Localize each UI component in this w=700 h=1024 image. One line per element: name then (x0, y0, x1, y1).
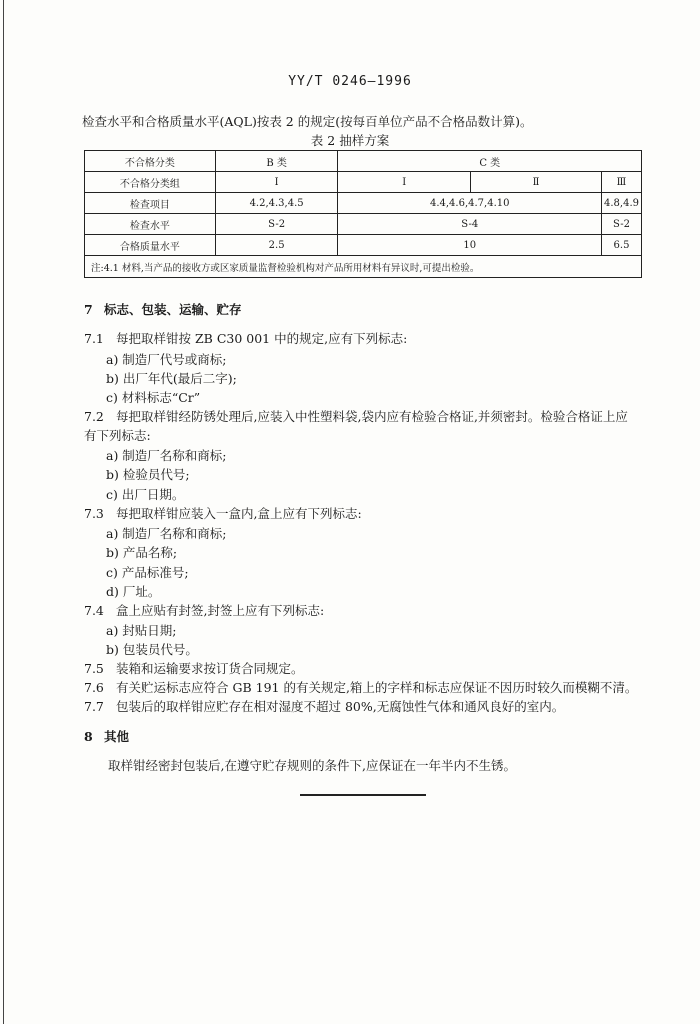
table-cell: Ⅰ (215, 172, 338, 193)
section-7-heading (84, 300, 242, 318)
list-item: a) 封贴日期; (106, 623, 177, 638)
clause-number: 7.3 (84, 506, 104, 521)
table-cell: S-4 (338, 214, 602, 235)
clause-text: 每把取样钳按 ZB C30 001 中的规定,应有下列标志: (116, 331, 408, 346)
list-item: d) 厂址。 (106, 584, 161, 599)
clause-number: 7.2 (84, 409, 104, 424)
table-row (85, 193, 642, 214)
clause-text: 盒上应贴有封签,封签上应有下列标志: (116, 603, 325, 618)
list-item: b) 产品名称; (106, 545, 178, 560)
table-cell: 4.8,4.9 (602, 193, 642, 214)
table-cell: Ⅱ (471, 172, 602, 193)
clause-7-4 (84, 601, 324, 619)
clause-text: 有关贮运标志应符合 GB 191 的有关规定,箱上的字样和标志应保证不因历时较久而模糊不清。 (116, 680, 638, 695)
standard-code-header: YY/T 0246—1996 (288, 74, 412, 89)
row-label: 合格质量水平 (85, 235, 216, 256)
table-cell: 4.4,4.6,4.7,4.10 (338, 193, 602, 214)
other-paragraph: 取样钳经密封包装后,在遵守贮存规则的条件下,应保证在一年半内不生锈。 (108, 758, 516, 773)
table-caption: 表 2 抽样方案 (310, 133, 390, 148)
class-b-header: B 类 (215, 151, 338, 172)
clause-7-2 (84, 407, 628, 425)
list-item: c) 出厂日期。 (106, 487, 185, 502)
list-item: a) 制造厂名称和商标; (106, 526, 227, 541)
row-label: 检查水平 (85, 214, 216, 235)
clause-7-5 (84, 659, 304, 677)
table-cell: Ⅲ (602, 172, 642, 193)
clause-number: 7.4 (84, 603, 104, 618)
table-row (85, 256, 642, 278)
list-item: b) 包装员代号。 (106, 642, 198, 657)
table-cell: 10 (338, 235, 602, 256)
list-item: a) 制造厂名称和商标; (106, 448, 227, 463)
clause-text: 装箱和运输要求按订货合同规定。 (116, 661, 304, 676)
section-title: 其他 (104, 729, 130, 744)
table-cell: 6.5 (602, 235, 642, 256)
list-item: b) 出厂年代(最后二字); (106, 371, 237, 386)
section-number: 7 (84, 302, 93, 317)
list-item: c) 材料标志“Cr” (106, 390, 201, 405)
clause-text: 每把取样钳经防锈处理后,应装入中性塑料袋,袋内应有检验合格证,并须密封。检验合格证上应 (116, 409, 628, 424)
clause-number: 7.7 (84, 699, 104, 714)
clause-7-1 (84, 329, 407, 347)
list-item: c) 产品标准号; (106, 565, 189, 580)
clause-text: 包装后的取样钳应贮存在相对湿度不超过 80%,无腐蚀性气体和通风良好的室内。 (116, 699, 565, 714)
clause-7-6 (84, 678, 637, 696)
table-row (85, 235, 642, 256)
clause-text: 每把取样钳应装入一盒内,盒上应有下列标志: (116, 506, 362, 521)
clause-7-3 (84, 504, 362, 522)
table-row (85, 151, 642, 172)
table-row (85, 172, 642, 193)
table-cell: 4.2,4.3,4.5 (215, 193, 338, 214)
end-rule (300, 794, 426, 796)
clause-number: 7.1 (84, 331, 104, 346)
sampling-plan-table (84, 150, 642, 278)
row-label: 不合格分类 (85, 151, 216, 172)
row-label: 不合格分类组 (85, 172, 216, 193)
class-c-header: C 类 (338, 151, 642, 172)
scan-edge-line (3, 0, 4, 1024)
clause-number: 7.6 (84, 680, 104, 695)
table-cell: S-2 (602, 214, 642, 235)
section-title: 标志、包装、运输、贮存 (104, 302, 242, 317)
table-row (85, 214, 642, 235)
section-number: 8 (84, 729, 93, 744)
table-cell: S-2 (215, 214, 338, 235)
clause-text-continuation: 有下列标志: (84, 428, 151, 443)
table-note: 注:4.1 材料,当产品的接收方或区家质量监督检验机构对产品所用材料有异议时,可提出检验。 (85, 256, 642, 278)
row-label: 检查项目 (85, 193, 216, 214)
intro-paragraph: 检查水平和合格质量水平(AQL)按表 2 的规定(按每百单位产品不合格品数计算)。 (82, 114, 533, 129)
clause-number: 7.5 (84, 661, 104, 676)
clause-7-7 (84, 697, 564, 715)
table-cell: 2.5 (215, 235, 338, 256)
section-8-heading (84, 727, 129, 745)
list-item: b) 检验员代号; (106, 467, 190, 482)
table-cell: Ⅰ (338, 172, 471, 193)
list-item: a) 制造厂代号或商标; (106, 352, 227, 367)
